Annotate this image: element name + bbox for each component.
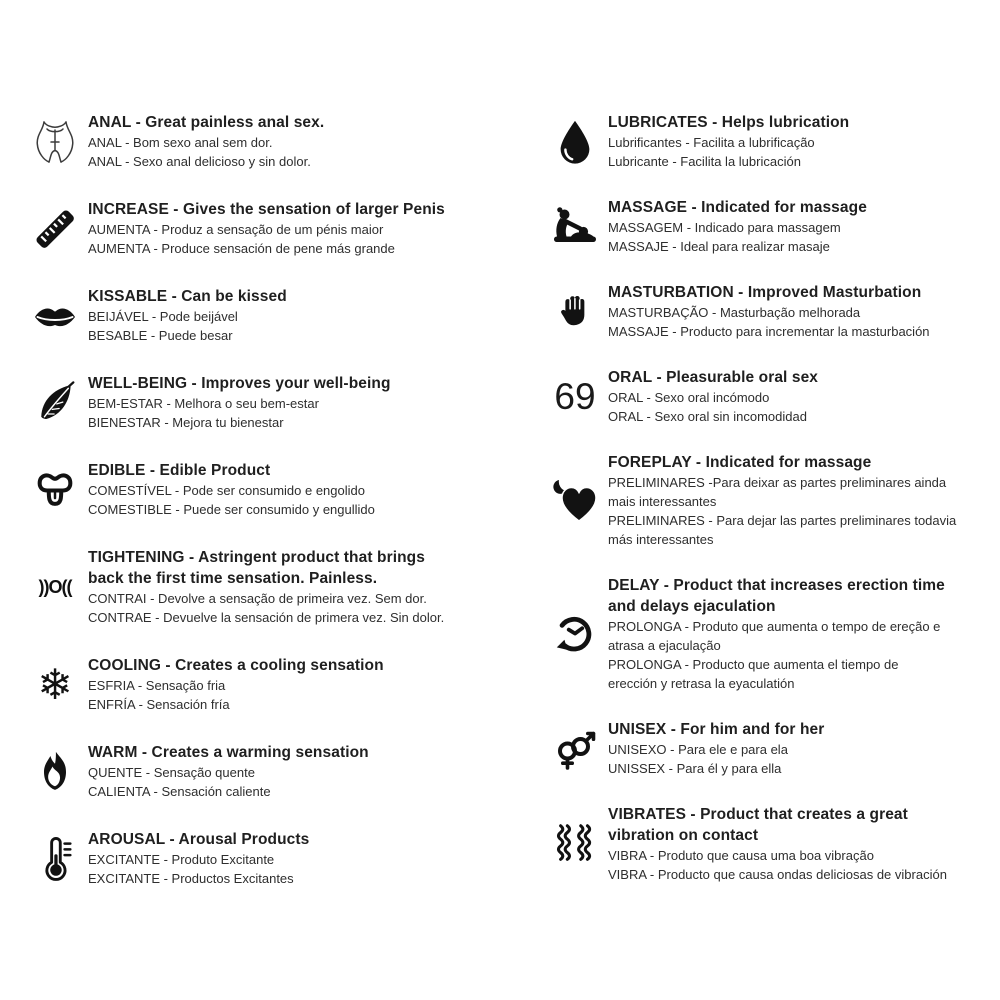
item-title: LUBRICATES - Helps lubrication	[608, 114, 850, 131]
item-title: DELAY - Product that increases erection time	[608, 577, 945, 594]
item-title: INCREASE - Gives the sensation of larger Penis	[88, 201, 445, 218]
item-title-line2: back the first time sensation. Painless.	[88, 570, 378, 587]
legend-item-wellbeing	[28, 373, 498, 432]
item-subtitle-es: BESABLE - Puede besar	[88, 328, 233, 343]
legend-item-vibrates	[548, 804, 992, 884]
item-subtitle-es: VIBRA - Producto que causa ondas deliciosas de vibración	[608, 867, 947, 882]
item-subtitle-pt: MASSAGEM - Indicado para massagem	[608, 220, 841, 235]
item-subtitle-pt: ESFRIA - Sensação fria	[88, 678, 226, 693]
item-title: EDIBLE - Edible Product	[88, 462, 271, 479]
item-title: VIBRATES - Product that creates a great	[608, 806, 908, 823]
drop-icon	[548, 118, 602, 166]
item-subtitle-pt: PRELIMINARES -Para deixar as partes preliminares ainda	[608, 475, 947, 490]
massage-icon	[548, 205, 602, 249]
legend-item-increase	[28, 199, 498, 258]
legend-item-tightening	[28, 547, 498, 627]
item-subtitle-es: CONTRAE - Devuelve la sensación de primera vez. Sin dolor.	[88, 610, 445, 625]
item-subtitle-pt: ANAL - Bom sexo anal sem dor.	[88, 135, 273, 150]
item-subtitle-es: AUMENTA - Produce sensación de pene más grande	[88, 241, 395, 256]
item-subtitle-es: ANAL - Sexo anal delicioso y sin dolor.	[88, 154, 311, 169]
legend-item-edible	[28, 460, 498, 519]
item-subtitle-es: ORAL - Sexo oral sin incomodidad	[608, 409, 807, 424]
leaf-icon	[28, 381, 82, 425]
item-subtitle-es: CALIENTA - Sensación caliente	[88, 784, 271, 799]
item-subtitle-pt: CONTRAI - Devolve a sensação de primeira vez. Sem dor.	[88, 591, 427, 606]
item-title-line2: vibration on contact	[608, 827, 759, 844]
item-subtitle-pt: VIBRA - Produto que causa uma boa vibração	[608, 848, 874, 863]
item-subtitle-es: MASSAJE - Producto para incrementar la masturbación	[608, 324, 930, 339]
item-title: FOREPLAY - Indicated for massage	[608, 454, 872, 471]
ruler-icon	[28, 205, 82, 253]
item-subtitle-es: PROLONGA - Producto que aumenta el tiempo de	[608, 657, 899, 672]
item-subtitle-pt: Lubrificantes - Facilita a lubrificação	[608, 135, 815, 150]
item-title: ORAL - Pleasurable oral sex	[608, 369, 819, 386]
tongue-icon	[28, 467, 82, 513]
legend-item-foreplay	[548, 452, 992, 549]
item-subtitle-es: Lubricante - Facilita la lubricación	[608, 154, 801, 169]
item-title: MASSAGE - Indicated for massage	[608, 199, 867, 216]
item-subtitle-pt-line2: atrasa a ejaculação	[608, 638, 721, 653]
item-subtitle-es: EXCITANTE - Productos Excitantes	[88, 871, 294, 886]
item-subtitle-pt: BEIJÁVEL - Pode beijável	[88, 309, 238, 324]
lips-icon	[28, 294, 82, 338]
legend-item-arousal	[28, 829, 498, 888]
item-subtitle-es: PRELIMINARES - Para dejar las partes preliminares todavia	[608, 513, 957, 528]
item-title: WARM - Creates a warming sensation	[88, 744, 369, 761]
male-female-icon	[548, 726, 602, 772]
item-subtitle-pt: PROLONGA - Produto que aumenta o tempo de ereção e	[608, 619, 941, 634]
vibration-waves-icon	[548, 821, 602, 867]
legend-item-masturbation	[548, 282, 992, 341]
item-title-line2: and delays ejaculation	[608, 598, 776, 615]
item-subtitle-pt: EXCITANTE - Produto Excitante	[88, 852, 275, 867]
item-subtitle-pt: MASTURBAÇÃO - Masturbação melhorada	[608, 305, 861, 320]
anal-icon	[28, 118, 82, 166]
legend-item-unisex	[548, 719, 992, 778]
item-subtitle-pt: AUMENTA - Produz a sensação de um pénis maior	[88, 222, 384, 237]
item-subtitle-es: MASSAJE - Ideal para realizar masaje	[608, 239, 830, 254]
item-subtitle-pt: BEM-ESTAR - Melhora o seu bem-estar	[88, 396, 319, 411]
item-title: TIGHTENING - Astringent product that brings	[88, 549, 425, 566]
item-subtitle-es: BIENESTAR - Mejora tu bienestar	[88, 415, 284, 430]
thermometer-icon	[28, 836, 82, 882]
item-title: ANAL - Great painless anal sex.	[88, 114, 325, 131]
item-subtitle-es: ENFRÍA - Sensación fría	[88, 697, 230, 712]
item-subtitle-pt: UNISEXO - Para ele e para ela	[608, 742, 788, 757]
legend-item-oral	[548, 367, 992, 426]
item-title: WELL-BEING - Improves your well-being	[88, 375, 391, 392]
snowflake-icon: ❄	[37, 659, 73, 709]
left-column	[28, 112, 498, 888]
flame-icon	[28, 749, 82, 795]
tightening-icon: ))O((	[38, 576, 72, 597]
item-subtitle-pt: ORAL - Sexo oral incómodo	[608, 390, 770, 405]
item-subtitle-es: UNISSEX - Para él y para ella	[608, 761, 782, 776]
legend-item-cooling	[28, 655, 498, 714]
heart-icon	[548, 478, 602, 524]
item-title: AROUSAL - Arousal Products	[88, 831, 310, 848]
legend-item-warm	[28, 742, 498, 801]
item-subtitle-es: COMESTIBLE - Puede ser consumido y engullido	[88, 502, 375, 517]
item-subtitle-pt: COMESTÍVEL - Pode ser consumido e engolido	[88, 483, 365, 498]
item-title: KISSABLE - Can be kissed	[88, 288, 287, 305]
legend-item-kissable	[28, 286, 498, 345]
legend-item-massage	[548, 197, 992, 256]
item-title: UNISEX - For him and for her	[608, 721, 825, 738]
clock-history-icon	[548, 611, 602, 657]
legend-item-anal	[28, 112, 498, 171]
hand-icon	[548, 290, 602, 334]
legend-item-lubricates	[548, 112, 992, 171]
right-column	[548, 112, 992, 884]
legend-item-delay	[548, 575, 992, 693]
item-subtitle-pt-line2: mais interessantes	[608, 494, 717, 509]
sixtynine-icon: 69	[554, 375, 596, 417]
item-subtitle-pt: QUENTE - Sensação quente	[88, 765, 255, 780]
item-title: MASTURBATION - Improved Masturbation	[608, 284, 922, 301]
item-subtitle-es-line2: erección y retrasa la eyaculatión	[608, 676, 795, 691]
item-subtitle-es-line2: más interessantes	[608, 532, 714, 547]
item-title: COOLING - Creates a cooling sensation	[88, 657, 384, 674]
